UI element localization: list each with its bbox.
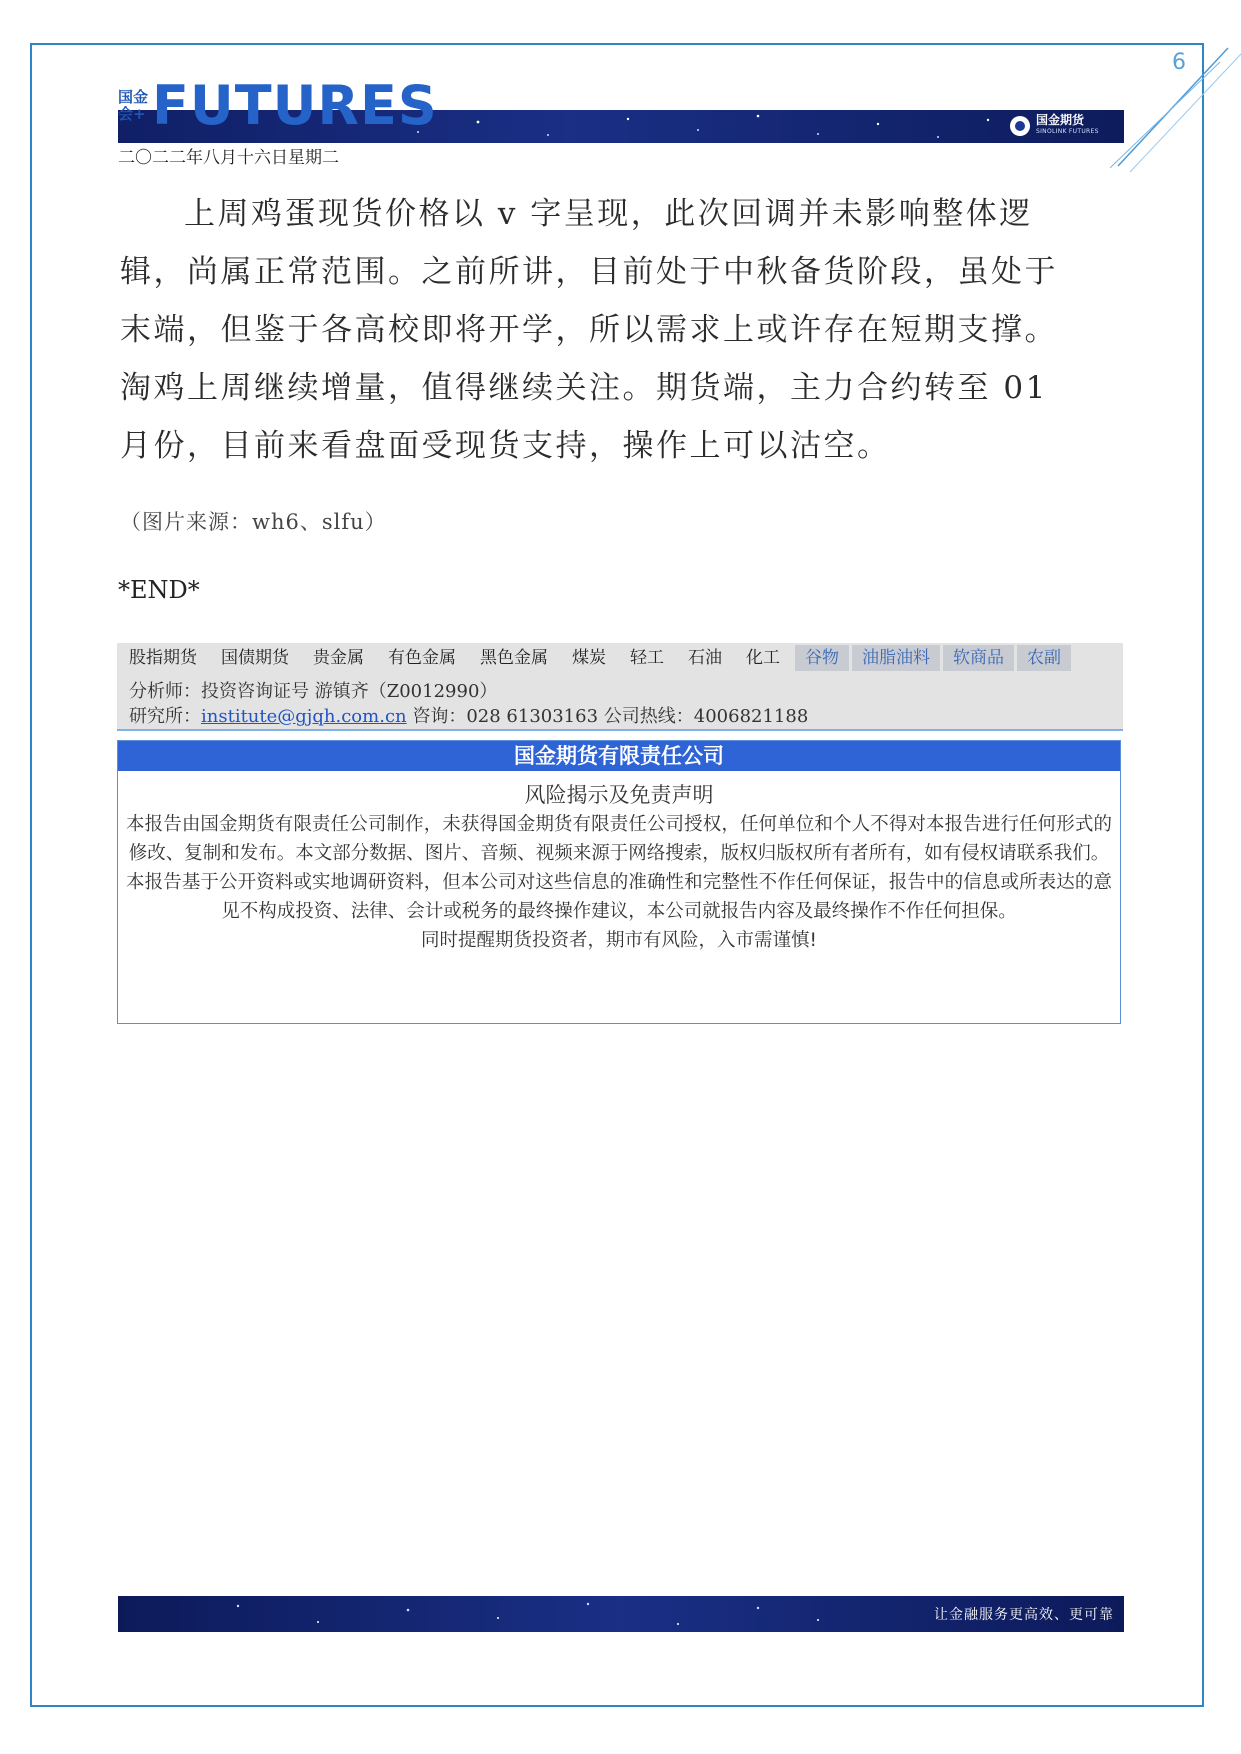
category-item[interactable]: 农副 xyxy=(1017,645,1071,671)
report-date: 二〇二二年八月十六日星期二 xyxy=(118,148,339,168)
contact-info: 咨询：028 61303163 公司热线：4006821188 xyxy=(406,706,809,727)
category-item[interactable]: 股指期货 xyxy=(129,648,197,668)
end-mark: *END* xyxy=(118,576,200,604)
category-nav xyxy=(117,643,1123,673)
corner-decoration xyxy=(1110,40,1241,180)
panel-divider xyxy=(117,729,1123,731)
logo-futures-text: FUTURES xyxy=(152,74,438,137)
category-item[interactable]: 石油 xyxy=(688,648,722,668)
category-item[interactable]: 软商品 xyxy=(943,645,1014,671)
company-name: 国金期货有限责任公司 xyxy=(118,741,1120,771)
brand-name-zh: 国金期货 xyxy=(1036,113,1085,127)
category-item[interactable]: 油脂油料 xyxy=(852,645,940,671)
category-item[interactable]: 国债期货 xyxy=(221,648,289,668)
category-item[interactable]: 贵金属 xyxy=(313,648,364,668)
footer-slogan: 让金融服务更高效、更可靠 xyxy=(934,1607,1114,1623)
logo-chinese-text: 国金 会+ xyxy=(118,88,149,123)
institute-email-link[interactable]: institute@gjqh.com.cn xyxy=(201,706,407,727)
category-item[interactable]: 黑色金属 xyxy=(480,648,548,668)
category-item[interactable]: 化工 xyxy=(746,648,780,668)
page-number: 6 xyxy=(1172,50,1186,75)
main-paragraph: 上周鸡蛋现货价格以 v 字呈现，此次回调并未影响整体逻辑，尚属正常范围。之前所讲，目前处于中秋备货阶段，虽处于末端，但鉴于各高校即将开学，所以需求上或许存在短期支撑。淘鸡上周继续增量，值得继续关注。期货端，主力合约转至 01 月份，目前来看盘面受现货支持，操作上可以沽空。 xyxy=(120,196,1058,464)
brand-name-en: SINOLINK FUTURES xyxy=(1036,128,1099,135)
image-source-note: （图片来源：wh6、slfu） xyxy=(120,510,387,534)
category-item[interactable]: 煤炭 xyxy=(572,648,606,668)
category-item[interactable]: 谷物 xyxy=(795,645,849,671)
analyst-info: 分析师：投资咨询证号 游镇齐（Z0012990） xyxy=(129,681,498,702)
institute-label: 研究所： xyxy=(129,706,201,727)
brand-logo xyxy=(1010,113,1099,139)
category-item[interactable]: 轻工 xyxy=(630,648,664,668)
disclaimer-warning: 同时提醒期货投资者，期市有风险，入市需谨慎! xyxy=(421,930,817,951)
disclaimer-box xyxy=(117,740,1121,1024)
institute-info xyxy=(129,702,808,728)
footer-banner xyxy=(118,1596,1124,1632)
disclaimer-paragraph-2: 本报告基于公开资料或实地调研资料，但本公司对这些信息的准确性和完整性不作任何保证，报告中的信息或所表达的意见不构成投资、法律、会计或税务的最终操作建议，本公司就报告内容及最终操作不作任何担保。 xyxy=(126,872,1112,922)
category-item[interactable]: 有色金属 xyxy=(388,648,456,668)
category-panel xyxy=(117,643,1123,731)
brand-mark-icon xyxy=(1010,116,1030,136)
disclaimer-paragraph-1: 本报告由国金期货有限责任公司制作，未获得国金期货有限责任公司授权，任何单位和个人不得对本报告进行任何形式的修改、复制和发布。本文部分数据、图片、音频、视频来源于网络搜索，版权归版权所有者所有，如有侵权请联系我们。 xyxy=(126,814,1112,864)
disclaimer-title: 风险揭示及免责声明 xyxy=(524,783,714,807)
